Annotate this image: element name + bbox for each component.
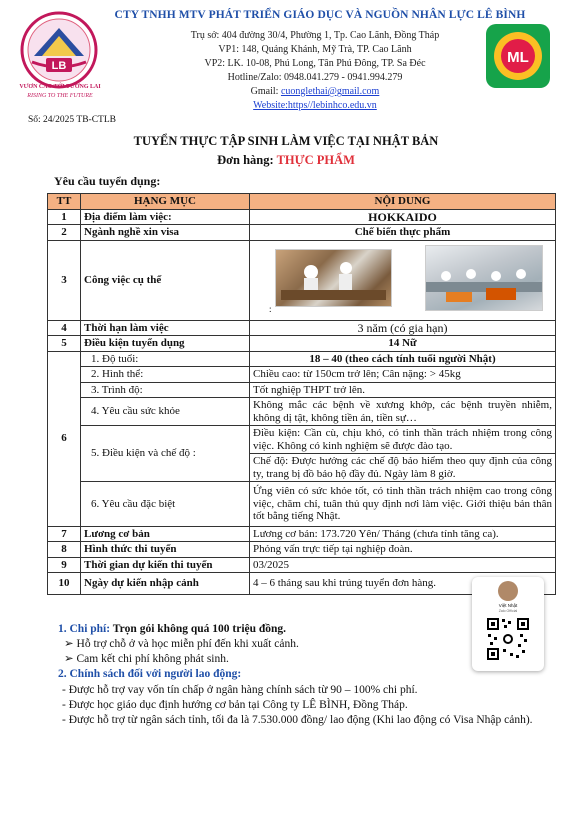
- row-item: 4. Yêu cầu sức khỏe: [81, 398, 250, 426]
- requirements-heading: Yêu cầu tuyển dụng:: [54, 174, 161, 188]
- qr-sub: Zalo Official: [498, 609, 518, 613]
- cost-bullet-2: [58, 652, 518, 667]
- row-item: 2. Hình thể:: [81, 367, 250, 383]
- row-number: 3: [48, 240, 81, 320]
- row-content: Phỏng vấn trực tiếp tại nghiệp đoàn.: [250, 542, 556, 558]
- table-row: [48, 382, 556, 398]
- table-row: [48, 209, 556, 225]
- table-row: [48, 240, 556, 320]
- table-row: [48, 426, 556, 454]
- row-item: Ngành nghề xin visa: [81, 225, 250, 241]
- cost-title: 1. Chi phí:: [58, 623, 113, 635]
- row-item: 6. Yêu cầu đặc biệt: [81, 482, 250, 527]
- page-title: TUYỂN THỰC TẬP SINH LÀM VIỆC TẠI NHẬT BẢN: [133, 134, 439, 148]
- qr-name: Việt Nhật: [498, 603, 518, 608]
- policy-item: - Được học giáo dục định hướng cơ bản tại Công ty LÊ BÌNH, Đồng Tháp.: [62, 699, 408, 711]
- bullet-text: Hỗ trợ chỗ ở và học miễn phí đến khi xuất cảnh.: [76, 638, 299, 650]
- row-content: Chế độ: Được hưởng các chế độ bảo hiểm theo quy định của công ty, trang bị đồ bảo hộ đầy đủ. Ngày làm 8 giờ.: [250, 454, 556, 482]
- row-content-photos: [250, 240, 556, 320]
- policy-list: [62, 683, 542, 728]
- order-value: THỰC PHẨM: [276, 153, 355, 167]
- cost-line: [58, 622, 518, 637]
- row-content: HOKKAIDO: [250, 209, 556, 225]
- gmail-link[interactable]: cuonglethai@gmail.com: [280, 86, 380, 97]
- partner-logo: [486, 24, 550, 88]
- row-content: 14 Nữ: [250, 336, 556, 352]
- row-content: Điều kiện: Cần cù, chịu khó, có tinh thần trách nhiệm trong công việc. Không có kinh nghiệm sẽ được đào tạo.: [250, 426, 556, 454]
- col-header-item: HẠNG MỤC: [81, 194, 250, 210]
- arrow-bullet-icon: ➢: [64, 653, 77, 665]
- table-row: [48, 367, 556, 383]
- logo-slogan-vn: VƯƠN CAO TỚI TƯƠNG LAI: [19, 84, 101, 90]
- gmail-label: Gmail:: [250, 86, 281, 97]
- recruitment-table: [47, 193, 556, 595]
- row-number: 2: [48, 225, 81, 241]
- row-item: Thời hạn làm việc: [81, 320, 250, 336]
- row-content: :: [269, 304, 272, 314]
- table-header-row: [48, 194, 556, 210]
- row-number: 6: [48, 351, 81, 526]
- row-content: 03/2025: [250, 557, 556, 573]
- row-item: Công việc cụ thể: [81, 240, 250, 320]
- row-number: 5: [48, 336, 81, 352]
- website-link[interactable]: https//lebinhco.edu.vn: [287, 100, 377, 111]
- address-vp2: VP2: LK. 10-08, Phú Long, Tân Phú Đông, TP. Sa Đéc: [204, 58, 426, 69]
- website-line: [150, 99, 480, 112]
- row-content: Chiều cao: từ 150cm trở lên; Cân nặng: > 45kg: [250, 367, 556, 383]
- address-main: Trụ sở: 404 đường 30/4, Phường 1, Tp. Cao Lãnh, Đồng Tháp: [190, 30, 440, 41]
- row-number: 7: [48, 526, 81, 542]
- footer-section: [58, 622, 518, 682]
- table-row: [48, 398, 556, 426]
- row-item: Thời gian dự kiến thi tuyển: [81, 557, 250, 573]
- website-label: Website:: [253, 100, 288, 111]
- arrow-bullet-icon: ➢: [64, 638, 77, 650]
- row-content: Chế biến thực phẩm: [250, 225, 556, 241]
- row-content: 3 năm (có gia hạn): [250, 320, 556, 336]
- address-vp1: VP1: 148, Quảng Khánh, Mỹ Trà, TP. Cao Lãnh: [218, 44, 412, 55]
- row-item: Hình thức thi tuyển: [81, 542, 250, 558]
- table-row: [48, 482, 556, 527]
- row-item: Địa điểm làm việc:: [81, 209, 250, 225]
- cost-bullet-1: [58, 637, 518, 652]
- row-number: 8: [48, 542, 81, 558]
- row-item: Lương cơ bản: [81, 526, 250, 542]
- row-content: Ứng viên có sức khỏe tốt, có tinh thần trách nhiệm cao trong công việc, chăm chỉ, tuân thủ quy định nơi làm việc. Giới thiệu bản thân tốt bằng tiếng Nhật.: [250, 482, 556, 527]
- table-row: [48, 336, 556, 352]
- work-photo-2: [425, 245, 543, 311]
- col-header-content: NỘI DUNG: [250, 194, 556, 210]
- row-item: 3. Trình độ:: [81, 382, 250, 398]
- row-content: Tốt nghiệp THPT trở lên.: [250, 382, 556, 398]
- row-item: Ngày dự kiến nhập cảnh: [81, 573, 250, 595]
- company-name: CTY TNHH MTV PHÁT TRIỂN GIÁO DỤC VÀ NGUỒN NHÂN LỰC LÊ BÌNH: [114, 9, 526, 21]
- work-photo-1: [275, 249, 392, 307]
- logo-letters: LB: [51, 60, 67, 72]
- table-row: [48, 225, 556, 241]
- row-number: 4: [48, 320, 81, 336]
- bullet-text: Cam kết chi phí không phát sinh.: [76, 653, 229, 665]
- row-item: 1. Độ tuổi:: [81, 351, 250, 367]
- order-line: [0, 153, 572, 168]
- col-header-tt: TT: [48, 194, 81, 210]
- cost-value: Trọn gói không quá 100 triệu đồng.: [112, 623, 287, 635]
- table-row: [48, 320, 556, 336]
- partner-logo-letters: ML: [507, 49, 529, 66]
- row-content: Lương cơ bản: 173.720 Yên/ Tháng (chưa tính tăng ca).: [250, 526, 556, 542]
- row-item: 5. Điều kiện và chế độ :: [81, 426, 250, 482]
- policy-item: - Được hỗ trợ từ ngân sách tỉnh, tối đa là 7.530.000 đồng/ lao động (Khi lao động có Visa Nhập cảnh).: [62, 714, 533, 726]
- row-content: Không mắc các bệnh về xương khớp, các bệnh truyền nhiễm, không dị tật, không tiền án, tiền sự…: [250, 398, 556, 426]
- row-content: 4 – 6 tháng sau khi trúng tuyển đơn hàng.: [250, 573, 556, 595]
- row-number: 1: [48, 209, 81, 225]
- table-row: [48, 542, 556, 558]
- gmail-line: [150, 85, 480, 98]
- policy-title: 2. Chính sách đối với người lao động:: [58, 668, 242, 680]
- table-row: [48, 526, 556, 542]
- order-label: Đơn hàng:: [217, 153, 277, 167]
- avatar: [498, 581, 518, 601]
- row-item: Điều kiện tuyển dụng: [81, 336, 250, 352]
- policy-item: - Được hỗ trợ vay vốn tín chấp ở ngân hàng chính sách từ 90 – 100% chi phí.: [62, 684, 418, 696]
- row-content: 18 – 40 (theo cách tính tuổi người Nhật): [250, 351, 556, 367]
- row-number: 10: [48, 573, 81, 595]
- table-row: [48, 557, 556, 573]
- doc-number: Số: 24/2025 TB-CTLB: [28, 115, 116, 125]
- logo-slogan-en: RISING TO THE FUTURE: [27, 93, 93, 99]
- hotline: Hotline/Zalo: 0948.041.279 - 0941.994.279: [227, 72, 403, 83]
- row-number: 9: [48, 557, 81, 573]
- table-row: [48, 351, 556, 367]
